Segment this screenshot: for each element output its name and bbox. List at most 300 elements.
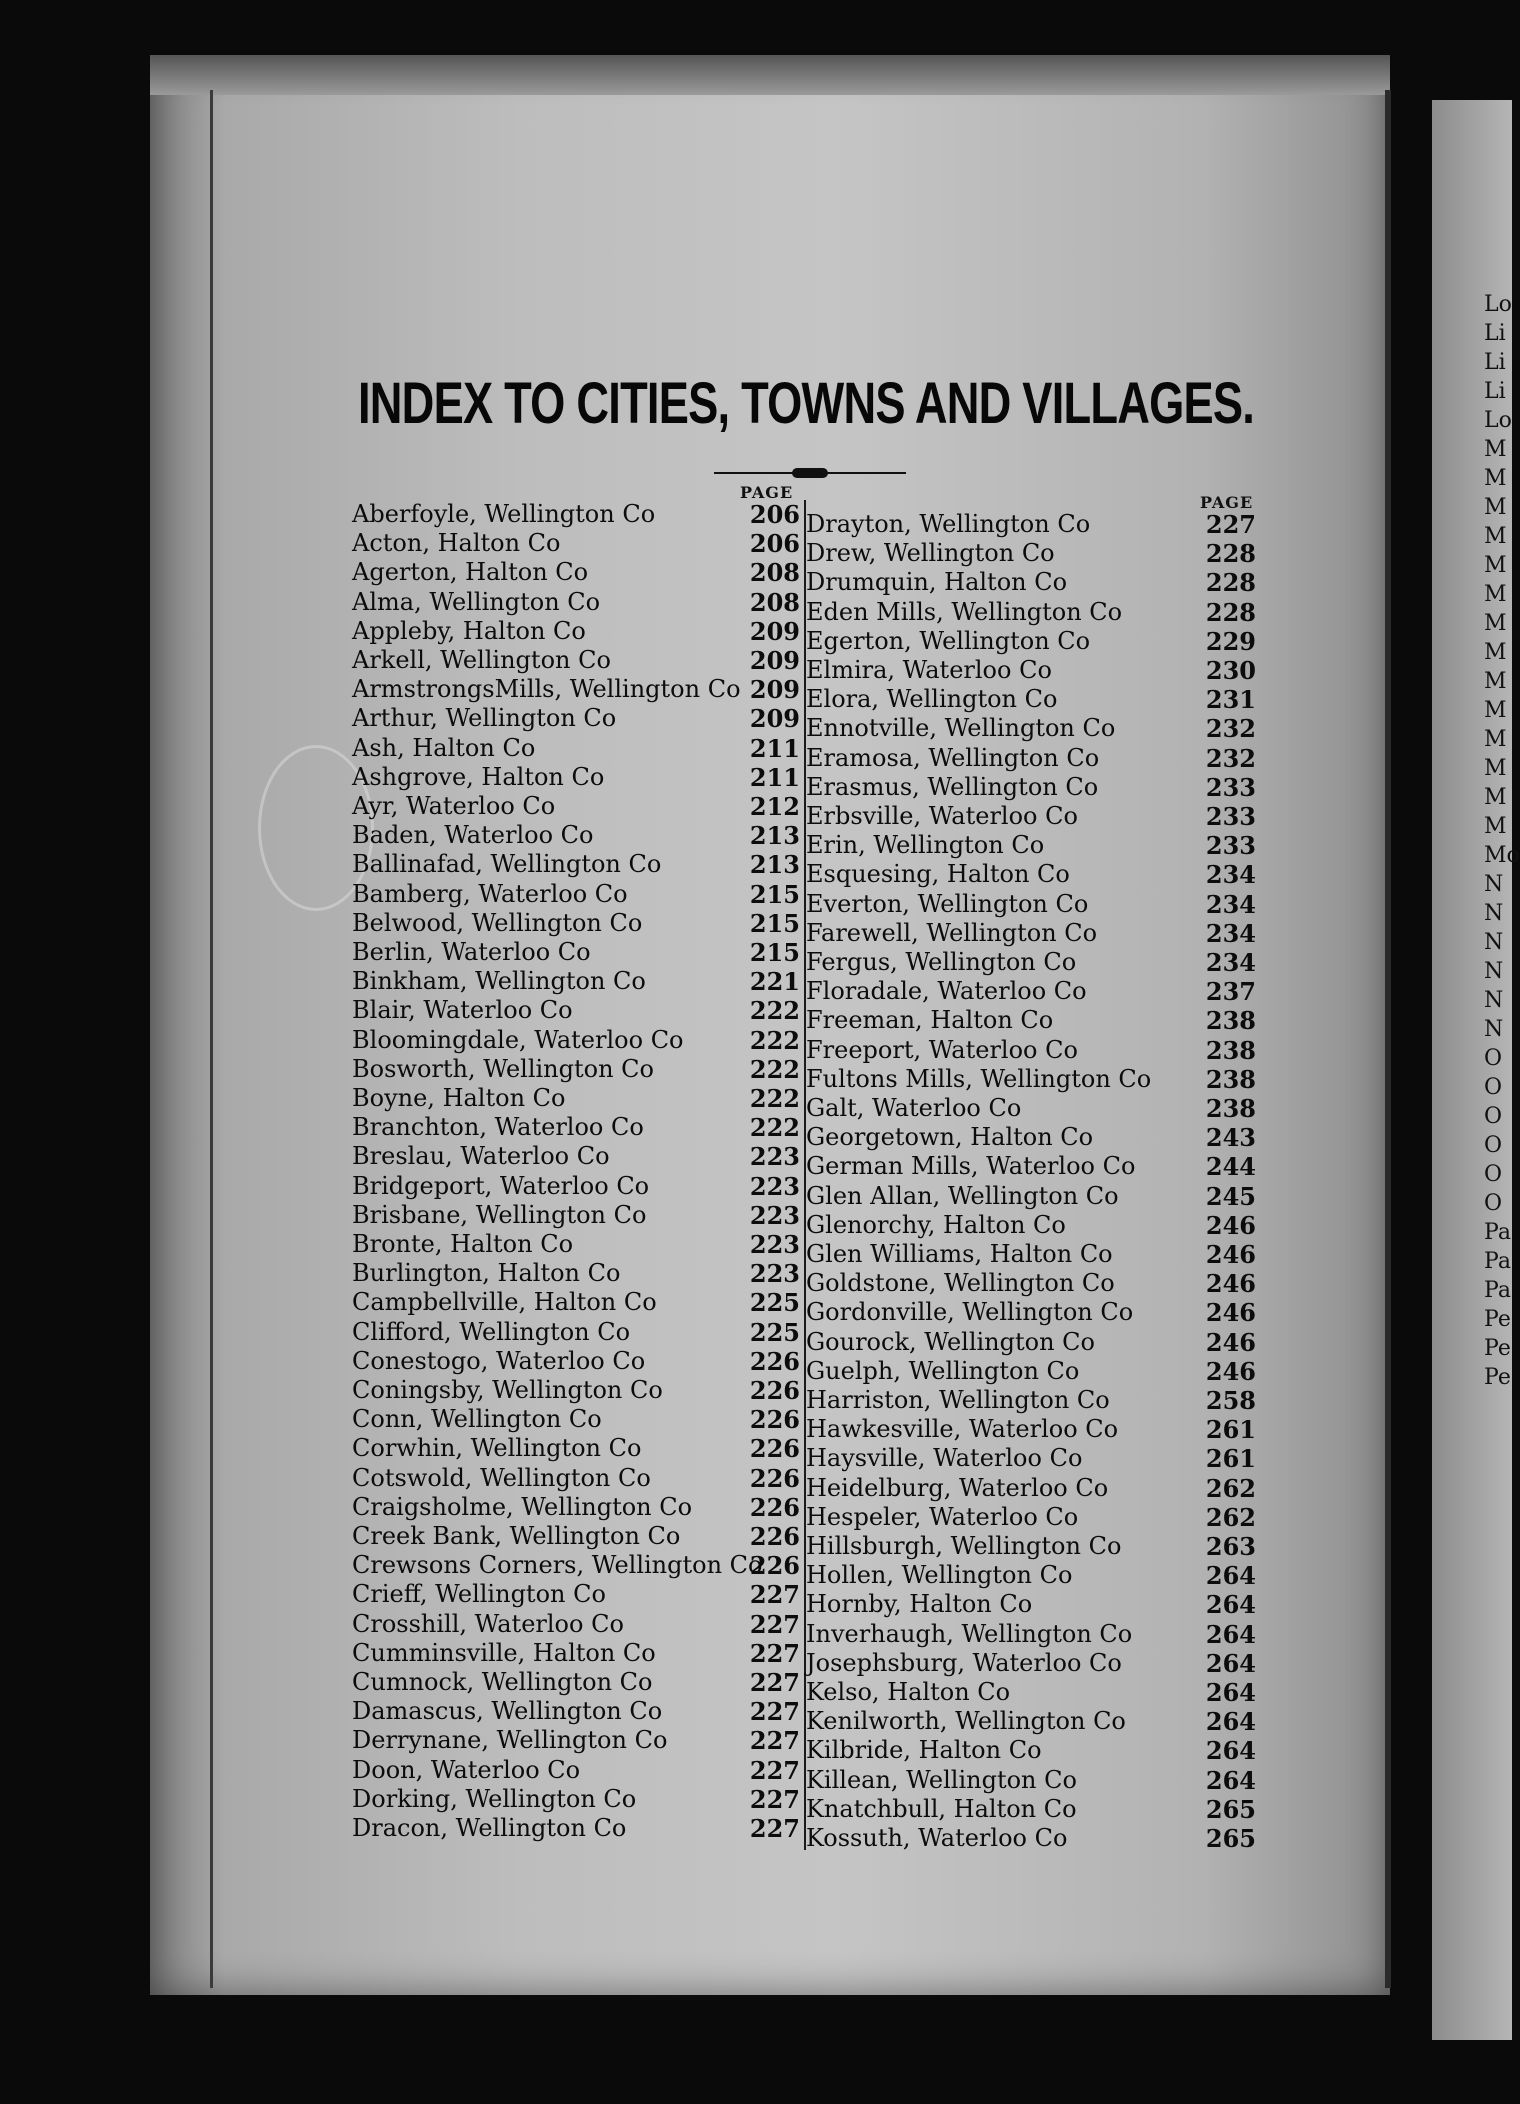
entry-place-name: Elmira, Waterloo Co [806,656,1052,684]
entry-page-number: 209 [749,616,800,646]
entry-place-name: Drayton, Wellington Co [806,510,1091,538]
page-title: INDEX TO CITIES, TOWNS AND VILLAGES. [358,371,1255,436]
index-entry [806,1123,1256,1152]
index-entry [352,1288,800,1317]
index-entry [352,1464,800,1493]
index-entry [806,1678,1256,1707]
entry-page-number: 245 [1205,1181,1256,1211]
entry-place-name: Haysville, Waterloo Co [806,1444,1083,1473]
entry-place-name: ArmstrongsMills, Wellington Co [352,675,741,704]
entry-page-number: 227 [1205,510,1256,539]
entry-place-name: Bamberg, Waterloo Co [352,879,628,908]
entry-place-name: Damascus, Wellington Co [352,1697,663,1726]
entry-page-number: 208 [749,558,800,588]
entry-place-name: Ennotville, Wellington Co [806,714,1116,743]
index-entry [352,1201,800,1230]
entry-page-number: 265 [1205,1824,1256,1853]
facing-page-letter: N [1484,930,1504,955]
entry-page-number: 228 [1205,539,1256,569]
entry-page-number: 233 [1205,802,1256,831]
entry-place-name: Josephsburg, Waterloo Co [806,1648,1122,1677]
entry-page-number: 234 [1205,948,1256,977]
entry-place-name: Cumminsville, Halton Co [352,1638,656,1667]
index-entry [806,1590,1256,1619]
entry-place-name: Eden Mills, Wellington Co [806,597,1123,626]
facing-page-letter: M [1484,553,1507,578]
entry-page-number: 227 [749,1580,800,1610]
entry-place-name: Gordonville, Wellington Co [806,1298,1134,1327]
entry-page-number: 264 [1205,1736,1256,1766]
entry-place-name: Coningsby, Wellington Co [352,1376,663,1404]
facing-page-letter: O [1484,1162,1503,1187]
index-entry [806,1298,1256,1327]
facing-page-letter: Li [1484,379,1506,404]
entry-place-name: Kilbride, Halton Co [806,1736,1042,1765]
facing-page-letter: M [1484,582,1507,607]
entry-place-name: Galt, Waterloo Co [806,1094,1022,1122]
entry-place-name: Bronte, Halton Co [352,1230,574,1258]
index-entry [352,1405,800,1434]
entry-page-number: 227 [749,1814,800,1843]
index-entry [352,1551,800,1580]
index-entry [352,617,800,646]
entry-place-name: Harriston, Wellington Co [806,1386,1110,1414]
entry-place-name: Blair, Waterloo Co [352,996,573,1025]
entry-place-name: Ashgrove, Halton Co [352,762,605,791]
page-header-left: PAGE [740,483,794,502]
entry-page-number: 261 [1205,1415,1256,1445]
index-entry [806,627,1256,656]
entry-place-name: Gourock, Wellington Co [806,1327,1095,1356]
entry-place-name: Guelph, Wellington Co [806,1356,1080,1385]
index-entry [806,714,1256,743]
entry-page-number: 223 [749,1171,800,1201]
entry-page-number: 246 [1205,1210,1256,1240]
entry-page-number: 233 [1205,831,1256,861]
index-entry [352,1785,800,1814]
index-entry [806,744,1256,773]
entry-place-name: Glen Allan, Wellington Co [806,1181,1119,1210]
facing-page-letter: Pe [1484,1336,1511,1361]
entry-place-name: Drumquin, Halton Co [806,568,1068,597]
entry-page-number: 230 [1205,656,1256,685]
index-entry [806,1211,1256,1240]
entry-page-number: 222 [749,996,800,1026]
entry-page-number: 264 [1205,1590,1256,1620]
facing-page-letter: M [1484,466,1507,491]
entry-page-number: 226 [749,1376,800,1405]
facing-page-letter: M [1484,785,1507,810]
index-entry [806,656,1256,685]
index-entry [806,1824,1256,1853]
entry-place-name: Doon, Waterloo Co [352,1755,581,1784]
facing-page-letter: M [1484,669,1507,694]
facing-page-letter: M [1484,611,1507,636]
index-entry [352,1756,800,1785]
entry-place-name: Fergus, Wellington Co [806,948,1077,976]
index-entry [806,685,1256,714]
index-entry [352,1639,800,1668]
entry-place-name: Inverhaugh, Wellington Co [806,1619,1133,1648]
entry-place-name: Derrynane, Wellington Co [352,1726,668,1755]
entry-place-name: Creek Bank, Wellington Co [352,1522,681,1550]
facing-page-letter: N [1484,1017,1504,1042]
entry-page-number: 226 [749,1405,800,1435]
facing-page-letter: Pa [1484,1249,1511,1274]
entry-page-number: 262 [1205,1473,1256,1503]
facing-page-letter: Pa [1484,1278,1511,1303]
index-entry [806,1328,1256,1357]
index-entry [806,1357,1256,1386]
entry-place-name: Brisbane, Wellington Co [352,1200,647,1229]
entry-page-number: 246 [1205,1327,1256,1357]
entry-place-name: Kenilworth, Wellington Co [806,1707,1126,1736]
facing-page-letter: N [1484,988,1504,1013]
entry-page-number: 238 [1205,1064,1256,1094]
entry-place-name: Campbellville, Halton Co [352,1288,657,1317]
entry-place-name: Baden, Waterloo Co [352,821,594,850]
entry-place-name: Clifford, Wellington Co [352,1317,631,1346]
entry-page-number: 231 [1205,685,1256,715]
entry-page-number: 262 [1205,1502,1256,1532]
entry-place-name: Fultons Mills, Wellington Co [806,1064,1152,1093]
entry-page-number: 233 [1205,772,1256,802]
index-entry [352,938,800,967]
entry-page-number: 215 [749,908,800,938]
entry-page-number: 258 [1205,1386,1256,1415]
entry-page-number: 222 [749,1113,800,1143]
facing-page-letter: M [1484,524,1507,549]
entry-page-number: 227 [749,1726,800,1756]
index-entry [806,802,1256,831]
index-entry [806,1415,1256,1444]
entry-place-name: Arkell, Wellington Co [352,646,611,674]
entry-page-number: 232 [1205,743,1256,773]
entry-place-name: Ayr, Waterloo Co [352,792,556,820]
facing-page-letter: Li [1484,321,1506,346]
entry-place-name: Everton, Wellington Co [806,889,1089,918]
entry-place-name: Binkham, Wellington Co [352,967,646,996]
entry-page-number: 264 [1205,1561,1256,1591]
index-entry [352,500,800,529]
index-entry [806,948,1256,977]
index-entry [806,1532,1256,1561]
index-entry [352,850,800,879]
entry-page-number: 227 [749,1609,800,1639]
index-entry [352,1726,800,1755]
index-entry [352,558,800,587]
entry-place-name: Freeman, Halton Co [806,1006,1054,1035]
entry-place-name: Boyne, Halton Co [352,1084,566,1112]
entry-page-number: 223 [749,1142,800,1172]
index-entry [352,1814,800,1843]
entry-page-number: 206 [749,500,800,529]
entry-place-name: Hillsburgh, Wellington Co [806,1532,1122,1560]
entry-page-number: 206 [749,529,800,559]
entry-page-number: 264 [1205,1765,1256,1795]
entry-page-number: 222 [749,1054,800,1084]
index-entry [806,1152,1256,1181]
index-entry [806,1649,1256,1678]
index-entry [806,1474,1256,1503]
entry-place-name: Eramosa, Wellington Co [806,743,1100,772]
index-entry [352,1580,800,1609]
index-entry [806,890,1256,919]
entry-place-name: Dorking, Wellington Co [352,1784,637,1813]
entry-page-number: 246 [1205,1269,1256,1299]
entry-page-number: 226 [749,1463,800,1493]
entry-page-number: 238 [1205,1035,1256,1065]
entry-place-name: German Mills, Waterloo Co [806,1152,1136,1181]
entry-page-number: 244 [1205,1152,1256,1182]
entry-page-number: 226 [749,1346,800,1376]
index-entry [806,919,1256,948]
index-entry [806,773,1256,802]
facing-page-letter: M [1484,698,1507,723]
entry-place-name: Crosshill, Waterloo Co [352,1609,624,1638]
facing-page-letter: Pe [1484,1365,1511,1390]
index-entry [806,1094,1256,1123]
entry-place-name: Georgetown, Halton Co [806,1123,1094,1152]
index-entry [806,1240,1256,1269]
index-entry [352,792,800,821]
index-entry [352,646,800,675]
index-entry [352,1668,800,1697]
entry-page-number: 227 [749,1668,800,1697]
index-entry [352,1376,800,1405]
entry-page-number: 246 [1205,1240,1256,1269]
entry-place-name: Erbsville, Waterloo Co [806,802,1078,830]
facing-page-letter: M [1484,437,1507,462]
entry-place-name: Glenorchy, Halton Co [806,1210,1066,1239]
entry-page-number: 211 [749,733,800,763]
entry-page-number: 265 [1205,1794,1256,1824]
entry-page-number: 264 [1205,1678,1256,1707]
entry-page-number: 261 [1205,1444,1256,1474]
entry-place-name: Freeport, Waterloo Co [806,1035,1078,1064]
entry-place-name: Aberfoyle, Wellington Co [352,500,656,528]
entry-place-name: Corwhin, Wellington Co [352,1434,642,1463]
entry-page-number: 213 [749,821,800,851]
entry-page-number: 227 [749,1638,800,1668]
index-entry [352,909,800,938]
index-entry [806,1065,1256,1094]
index-entry [352,1172,800,1201]
entry-place-name: Ash, Halton Co [352,733,536,762]
index-entry [806,860,1256,889]
entry-place-name: Agerton, Halton Co [352,558,589,587]
entry-place-name: Belwood, Wellington Co [352,908,643,937]
entry-place-name: Dracon, Wellington Co [352,1814,627,1842]
entry-place-name: Cotswold, Wellington Co [352,1463,651,1492]
index-entry [806,539,1256,568]
entry-place-name: Erin, Wellington Co [806,831,1045,860]
index-entry [806,1561,1256,1590]
entry-page-number: 238 [1205,1094,1256,1123]
index-entry [352,1434,800,1463]
index-entry [806,1182,1256,1211]
entry-page-number: 223 [749,1230,800,1259]
index-entry [806,568,1256,597]
index-entry [352,996,800,1025]
facing-page-letter: M [1484,640,1507,665]
facing-page-letter: O [1484,1191,1503,1216]
index-entry [806,1736,1256,1765]
entry-place-name: Bridgeport, Waterloo Co [352,1171,650,1200]
entry-page-number: 211 [749,762,800,792]
entry-page-number: 246 [1205,1356,1256,1386]
entry-page-number: 215 [749,938,800,967]
index-entry [352,1697,800,1726]
entry-page-number: 227 [749,1755,800,1785]
entry-place-name: Floradale, Waterloo Co [806,977,1087,1006]
index-entry [352,704,800,733]
entry-place-name: Farewell, Wellington Co [806,918,1098,947]
index-entry [352,1026,800,1055]
entry-page-number: 263 [1205,1532,1256,1561]
entry-page-number: 226 [749,1522,800,1551]
title-ornament [714,468,906,478]
entry-page-number: 243 [1205,1123,1256,1153]
index-entry [806,1006,1256,1035]
index-entry [352,1113,800,1142]
entry-place-name: Goldstone, Wellington Co [806,1269,1115,1298]
entry-page-number: 225 [749,1317,800,1347]
facing-page-letters [1484,290,1520,1392]
entry-place-name: Erasmus, Wellington Co [806,772,1099,801]
index-entry [352,821,800,850]
index-entry [352,880,800,909]
entry-page-number: 226 [749,1434,800,1464]
entry-place-name: Branchton, Waterloo Co [352,1113,644,1142]
index-entry [806,831,1256,860]
entry-page-number: 264 [1205,1648,1256,1678]
entry-page-number: 226 [749,1492,800,1522]
facing-page-letter: Pe [1484,1307,1511,1332]
entry-page-number: 234 [1205,860,1256,890]
entry-place-name: Crieff, Wellington Co [352,1580,606,1609]
entry-page-number: 264 [1205,1619,1256,1649]
index-entry [352,588,800,617]
entry-place-name: Kelso, Halton Co [806,1678,1011,1706]
index-entry [806,977,1256,1006]
facing-page-letter: N [1484,901,1504,926]
facing-page-letter: N [1484,959,1504,984]
index-entry [806,1503,1256,1532]
entry-place-name: Bosworth, Wellington Co [352,1054,654,1083]
facing-page-letter: O [1484,1133,1503,1158]
entry-place-name: Ballinafad, Wellington Co [352,850,662,879]
facing-page-letter: Li [1484,350,1506,375]
entry-page-number: 225 [749,1288,800,1318]
entry-place-name: Kossuth, Waterloo Co [806,1824,1068,1852]
entry-page-number: 228 [1205,597,1256,627]
facing-page-letter: Pa [1484,1220,1511,1245]
entry-place-name: Heidelburg, Waterloo Co [806,1473,1109,1502]
index-entry [352,763,800,792]
facing-page-letter: Lo [1484,408,1512,433]
index-entry [806,1036,1256,1065]
entry-page-number: 208 [749,587,800,617]
entry-page-number: 238 [1205,1006,1256,1036]
entry-page-number: 232 [1205,714,1256,744]
entry-page-number: 222 [749,1025,800,1055]
entry-place-name: Esquesing, Halton Co [806,860,1070,889]
entry-page-number: 227 [749,1784,800,1814]
facing-page-letter: O [1484,1104,1503,1129]
facing-page-letter: O [1484,1075,1503,1100]
entry-page-number: 234 [1205,918,1256,948]
entry-page-number: 229 [1205,626,1256,656]
index-entry [352,734,800,763]
index-entry [352,1347,800,1376]
index-entry [806,1620,1256,1649]
entry-place-name: Knatchbull, Halton Co [806,1794,1077,1823]
index-entry [806,598,1256,627]
entry-place-name: Drew, Wellington Co [806,539,1055,568]
entry-page-number: 209 [749,675,800,705]
entry-page-number: 234 [1205,889,1256,919]
entry-place-name: Craigsholme, Wellington Co [352,1492,693,1521]
entry-place-name: Berlin, Waterloo Co [352,938,591,966]
facing-page-letter: O [1484,1046,1503,1071]
entry-place-name: Egerton, Wellington Co [806,626,1091,655]
entry-page-number: 246 [1205,1298,1256,1328]
index-entry [352,1230,800,1259]
index-entry [352,529,800,558]
index-entry [352,1318,800,1347]
entry-place-name: Conn, Wellington Co [352,1405,602,1434]
facing-page-letter: N [1484,872,1504,897]
entry-place-name: Hornby, Halton Co [806,1590,1033,1619]
entry-page-number: 226 [749,1551,800,1581]
index-entry [806,1386,1256,1415]
entry-page-number: 223 [749,1259,800,1289]
entry-place-name: Crewsons Corners, Wellington Co [352,1551,763,1580]
entry-place-name: Bloomingdale, Waterloo Co [352,1025,684,1054]
entry-page-number: 209 [749,646,800,675]
entry-place-name: Killean, Wellington Co [806,1765,1077,1794]
entry-place-name: Conestogo, Waterloo Co [352,1346,646,1375]
entry-place-name: Glen Williams, Halton Co [806,1240,1113,1268]
facing-page-letter: Lo [1484,292,1512,317]
entry-place-name: Hespeler, Waterloo Co [806,1502,1079,1531]
entry-place-name: Elora, Wellington Co [806,685,1058,714]
index-entry [806,510,1256,539]
entry-page-number: 212 [749,792,800,821]
index-entry [806,1766,1256,1795]
entry-place-name: Hawkesville, Waterloo Co [806,1415,1119,1444]
entry-place-name: Arthur, Wellington Co [352,704,617,733]
entry-page-number: 237 [1205,977,1256,1007]
entry-place-name: Breslau, Waterloo Co [352,1142,610,1171]
entry-page-number: 213 [749,850,800,880]
entry-page-number: 215 [749,879,800,909]
index-entry [806,1444,1256,1473]
entry-place-name: Acton, Halton Co [352,529,561,558]
index-entry [806,1795,1256,1824]
entry-place-name: Hollen, Wellington Co [806,1561,1073,1590]
entry-page-number: 222 [749,1084,800,1113]
facing-page-letter: M [1484,814,1507,839]
index-entry [352,1084,800,1113]
index-entry [352,1142,800,1171]
entry-page-number: 209 [749,704,800,734]
index-entry [352,967,800,996]
page-header-right: PAGE [1200,493,1254,512]
entry-page-number: 228 [1205,568,1256,598]
entry-page-number: 221 [749,967,800,997]
